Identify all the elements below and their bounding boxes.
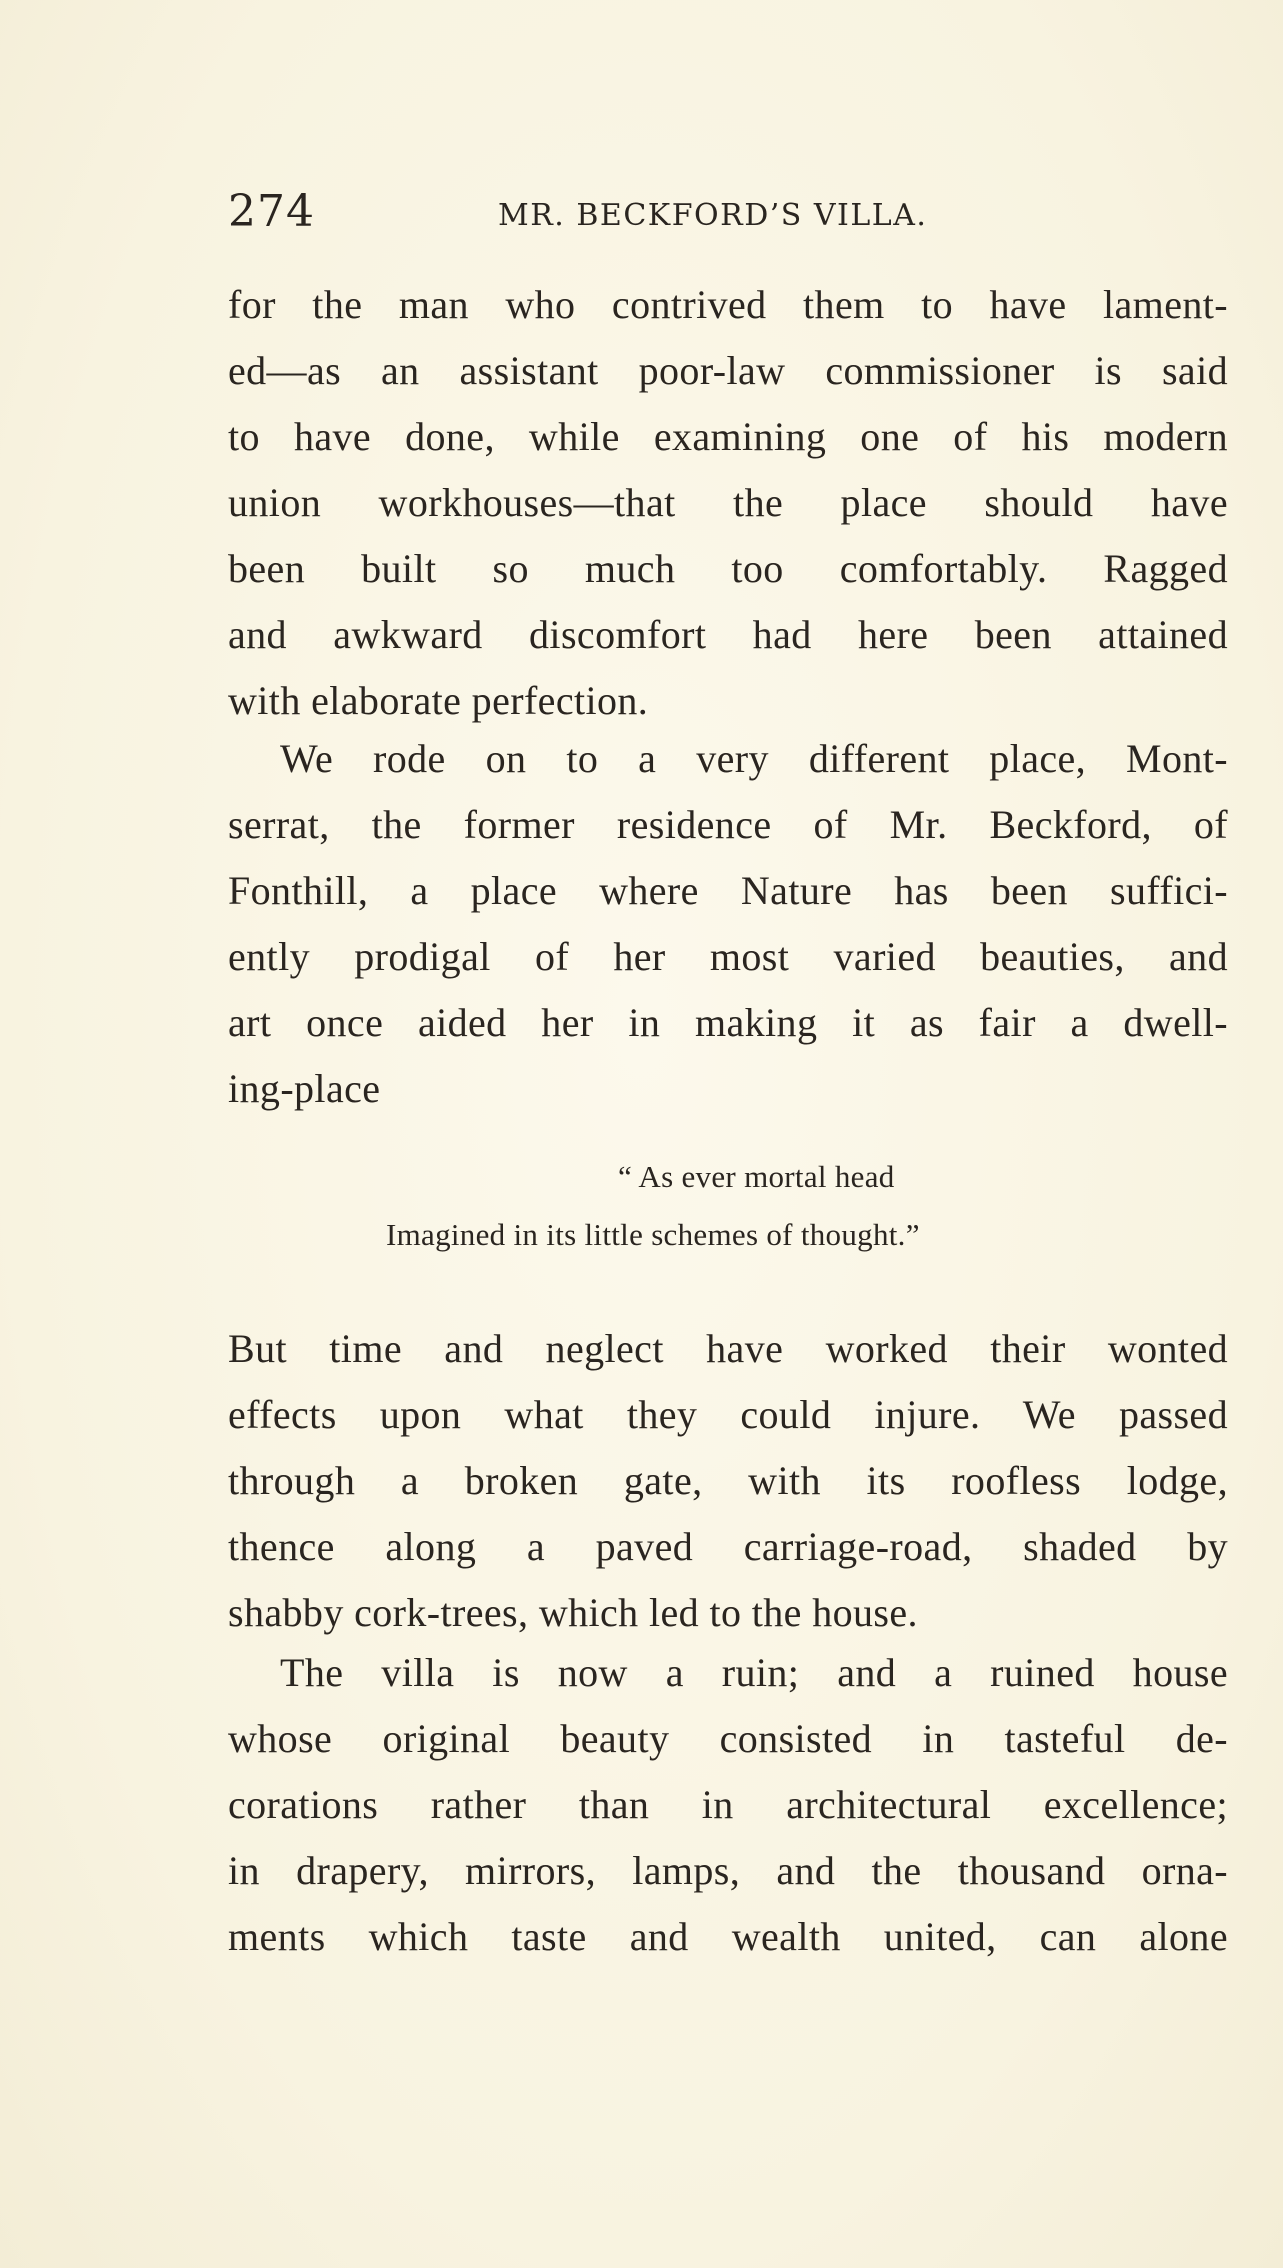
text-line: ments which taste and wealth united, can alone [228,1914,1228,1959]
text-line: for the man who contrived them to have lament- [228,282,1228,327]
text-line: in drapery, mirrors, lamps, and the thousand orna- [228,1848,1228,1893]
text-line: But time and neglect have worked their wonted [228,1326,1228,1371]
text-line: ing-place [228,1066,381,1111]
text-line: union workhouses—that the place should have [228,480,1228,525]
text-line: shabby cork-trees, which led to the house. [228,1590,918,1635]
text-line: corations rather than in architectural excellence; [228,1782,1228,1827]
running-head: MR. BECKFORD’S VILLA. [498,198,928,233]
text-line: effects upon what they could injure. We passed [228,1392,1228,1437]
text-line: serrat, the former residence of Mr. Beckford, of [228,802,1228,847]
text-line: Fonthill, a place where Nature has been suffici- [228,868,1228,913]
quote-line: Imagined in its little schemes of thought.” [386,1217,920,1252]
quote-line: “ As ever mortal head [618,1159,895,1194]
text-line: whose original beauty consisted in tasteful de- [228,1716,1228,1761]
page-header [228,186,1228,246]
text-line: We rode on to a very different place, Mont- [280,736,1228,781]
text-line: The villa is now a ruin; and a ruined house [280,1650,1228,1695]
text-line: and awkward discomfort had here been attained [228,612,1228,657]
text-line: ed—as an assistant poor-law commissioner is said [228,348,1228,393]
text-line: art once aided her in making it as fair a dwell- [228,1000,1228,1045]
text-line: thence along a paved carriage-road, shaded by [228,1524,1228,1569]
text-line: with elaborate perfection. [228,678,649,723]
page-number: 274 [228,186,315,237]
text-line: to have done, while examining one of his modern [228,414,1228,459]
text-line: through a broken gate, with its roofless lodge, [228,1458,1228,1503]
text-line: ently prodigal of her most varied beauties, and [228,934,1228,979]
text-line: been built so much too comfortably. Ragged [228,546,1228,591]
